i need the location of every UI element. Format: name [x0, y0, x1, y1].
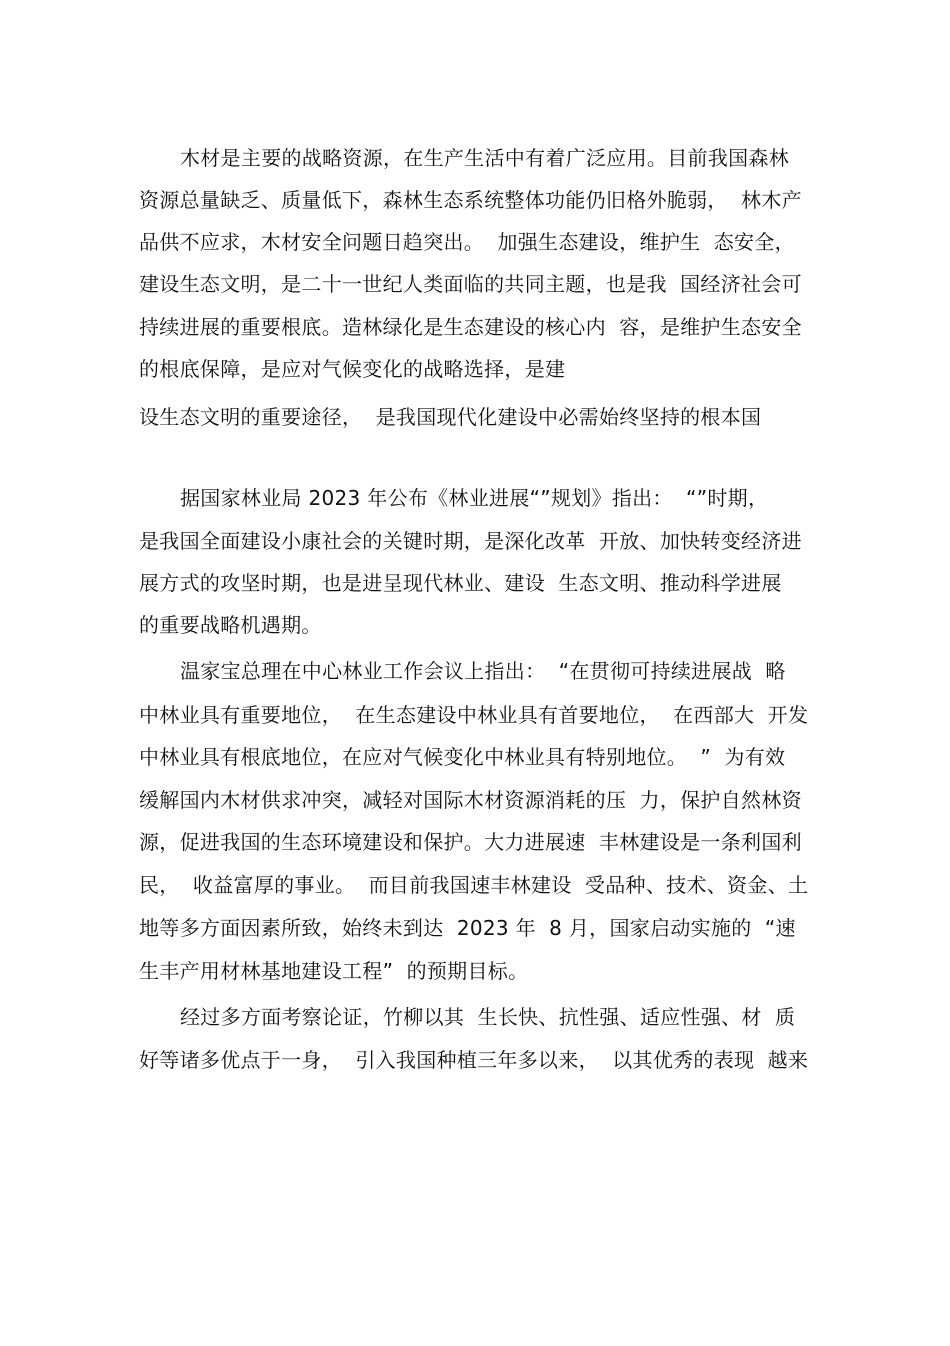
paragraph-2-line-4: 的重要战略机遇期。: [139, 613, 322, 637]
paragraph-1-line-3: 品供不应求，木材安全问题日趋突出。 加强生态建设，维护生 态安全，: [139, 230, 795, 254]
paragraph-1-line-7: 设生态文明的重要途径， 是我国现代化建设中必需始终坚持的根本国: [139, 405, 762, 429]
paragraph-2-line-2: 是我国全面建设小康社会的关键时期，是深化改革 开放、加快转变经济进: [139, 529, 802, 553]
paragraph-1-line-4: 建设生态文明，是二十一世纪人类面临的共同主题，也是我 国经济社会可: [139, 272, 802, 296]
paragraph-1-line-6: 的根底保障，是应对气候变化的战略选择，是建: [139, 357, 566, 381]
paragraph-1-line-5: 持续进展的重要根底。造林绿化是生态建设的核心内 容，是维护生态安全: [139, 315, 802, 339]
paragraph-3-line-2: 中林业具有重要地位， 在生态建设中林业具有首要地位， 在西部大 开发: [139, 703, 809, 727]
paragraph-3-line-3: 中林业具有根底地位，在应对气候变化中林业具有特别地位。 ” 为有效: [139, 745, 786, 769]
paragraph-1-line-2: 资源总量缺乏、质量低下，森林生态系统整体功能仍旧格外脆弱， 林木产: [139, 188, 802, 212]
paragraph-3-line-7: 地等多方面因素所致，始终未到达 2023 年 8 月，国家启动实施的 “速: [139, 916, 796, 940]
paragraph-4-line-1: 经过多方面考察论证，竹柳以其 生长快、抗性强、适应性强、材 质: [180, 1005, 796, 1029]
paragraph-4-line-2: 好等诸多优点于一身， 引入我国种植三年多以来， 以其优秀的表现 越来: [139, 1048, 809, 1072]
paragraph-1-line-1: 木材是主要的战略资源，在生产生活中有着广泛应用。目前我国森林: [180, 146, 789, 170]
paragraph-2-line-1: 据国家林业局 2023 年公布《林业进展“”规划》指出： “”时期，: [180, 486, 769, 510]
paragraph-3-line-8: 生丰产用材林基地建设工程” 的预期目标。: [139, 959, 529, 983]
paragraph-3-line-5: 源，促进我国的生态环境建设和保护。大力进展速 丰林建设是一条利国利: [139, 830, 802, 854]
paragraph-2-line-3: 展方式的攻坚时期，也是进呈现代林业、建设 生态文明、推动科学进展: [139, 571, 782, 595]
paragraph-3-line-6: 民， 收益富厚的事业。 而目前我国速丰林建设 受品种、技术、资金、土: [139, 873, 809, 897]
paragraph-3-line-1: 温家宝总理在中心林业工作会议上指出： “在贯彻可持续进展战 略: [180, 659, 786, 683]
paragraph-3-line-4: 缓解国内木材供求冲突，减轻对国际木材资源消耗的压 力，保护自然林资: [139, 788, 802, 812]
